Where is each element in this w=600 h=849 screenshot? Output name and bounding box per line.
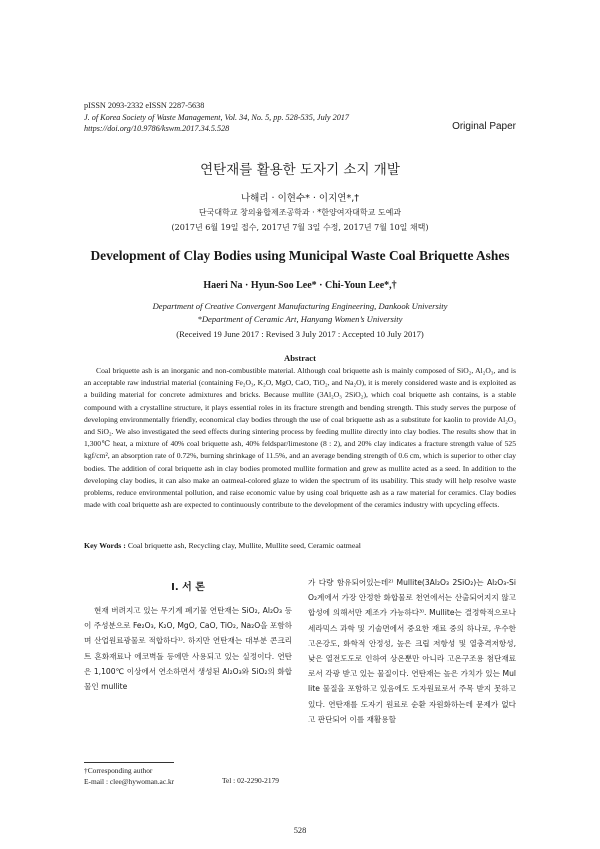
korean-dates: (2017년 6월 19일 접수, 2017년 7월 3일 수정, 2017년 7월 10일 채택) <box>171 223 429 232</box>
paper-type-label: Original Paper <box>452 121 516 132</box>
keywords <box>84 541 516 550</box>
body-column-left <box>84 570 292 694</box>
corresponding-email: E-mail : clee@hywoman.ac.kr <box>84 777 175 786</box>
abstract-text: Coal briquette ash is an inorganic and non-combustible material. Although coal briquette ash is mainly composed of SiO₂, Al₂O₃, and is an acceptable raw industrial material (containing Fe₂O₃, K₂O, MgO, CaO, TiO₂, and Na₂O), it is merely considered waste and is exploited as a building material for concrete admixtures and bricks. Because mullite (3Al₂O₃ 2SiO₂), which coal briquette ash contains, is a stable compound with a crystalline structure, it plays essential roles in its fracture strength and bending strength. This study serves the purpose of developing environmentally friendly, economical clay bodies through the use of coal briquette ash as a substitute for kaolin to provide Al₂O₃ and SiO₂. We also investigated the seed effects during sintering process by feeding mullite directly into clay bodies. The results show that in 1,300℃ heat, a mixture of 40% coal briquette ash, 40% feldspar/limestone (8 : 2), and 20% clay indicates a fracture strength value of 525 kgf/cm², an absorption rate of 0.72%, burning shrinkage of 11.5%, and an average bending strength of 0.6 cm, which is superior to other clay bodies. The addition of coral briquette ash in clay bodies promoted mullite formation and grew as mullite acted as a seed. In addition to the developing clay bodies, it can also make an oatmeal-colored glaze to widen the spectrum of its usability. This study will help resolve waste problems, reduce environmental pollution, and raise economic value by using coal briquette ash as a raw material for ceramics. Clay bodies made with coal briquette ash are expected to continuously contribute to the development of the ceramics industry with upcycling effects. <box>84 366 516 510</box>
korean-affiliation: 단국대학교 창의융합제조공학과 · *한양여자대학교 도예과 <box>198 208 402 217</box>
body-column-right <box>308 575 516 727</box>
abstract-heading: Abstract <box>284 353 316 363</box>
corresponding-phone: Tel : 02-2290-2179 <box>222 776 279 785</box>
keywords-label: Key Words : <box>84 541 126 550</box>
korean-title: 연탄재를 활용한 도자기 소지 개발 <box>200 162 400 178</box>
intro-text-left: 현재 버려지고 있는 무기계 폐기물 연탄재는 SiO₂, Al₂O₃ 등이 주성분으로 Fe₂O₃, K₂O, MgO, CaO, TiO₂, Na₂O을 포함하며 산업원료광물로 적합하다¹⁾. 하지만 연탄재는 대부분 콘크리트 혼화재료나 에코벽돌 등에만 사용되고 있는 실정이다. 연탄은 1,100℃ 이상에서 연소하면서 생성된 Al₂O₃와 SiO₂의 화합물인 mullite <box>84 606 292 692</box>
english-affiliation-2: *Department of Ceramic Art, Hanyang Women’s University <box>197 314 403 324</box>
english-affiliation-1: Department of Creative Convergent Manufacturing Engineering, Dankook University <box>152 301 448 311</box>
english-authors: Haeri Na · Hyun-Soo Lee* · Chi-Youn Lee*,† <box>203 280 397 291</box>
section-title: I. 서 론 <box>171 582 205 593</box>
doi-link[interactable]: https://doi.org/10.9786/kswm.2017.34.5.528 <box>84 124 230 133</box>
corresponding-author-note: †Corresponding author <box>84 766 153 775</box>
english-title: Development of Clay Bodies using Municipal Waste Coal Briquette Ashes <box>90 248 510 263</box>
journal-citation: J. of Korea Society of Waste Management, Vol. 34, No. 5, pp. 528-535, July 2017 <box>84 112 349 122</box>
footnote-divider <box>84 762 174 763</box>
english-dates: (Received 19 June 2017 : Revised 3 July 2017 : Accepted 10 July 2017) <box>176 329 424 339</box>
korean-authors: 나해리 · 이현수* · 이지연*,† <box>241 193 359 204</box>
journal-header <box>84 100 349 135</box>
issn-line: pISSN 2093-2332 eISSN 2287-5638 <box>84 101 205 110</box>
keywords-text: Coal briquette ash, Recycling clay, Mullite, Mullite seed, Ceramic oatmeal <box>127 541 361 550</box>
intro-text-right: 가 다량 함유되어있는데²⁾ Mullite(3Al₂O₃ 2SiO₂)는 Al₂O₃-SiO₂계에서 가장 안정한 화합물로 천연에서는 산출되어지지 않고 합성에 의해서만 제조가 가능하다³⁾. Mullite는 결정학적으로나 세라믹스 과학 및 기술면에서 중요한 재료 중의 하나로, 우수한 고온강도, 화학적 안정성, 높은 크립 저항성 및 열충격저항성, 낮은 열전도도로 인하여 상온뿐만 아니라 고온구조용 첨단재료로서 각광 받고 있는 물질이다. 연탄재는 높은 가치가 있는 Mullite 물질을 포함하고 있음에도 도자원료로서 주목 받지 못하고 있다. 연탄재를 도자기 원료로 순환 자원화하는데 문제가 없다고 판단되어 이를 재활용할 <box>308 578 516 724</box>
page-number: 528 <box>293 826 307 835</box>
